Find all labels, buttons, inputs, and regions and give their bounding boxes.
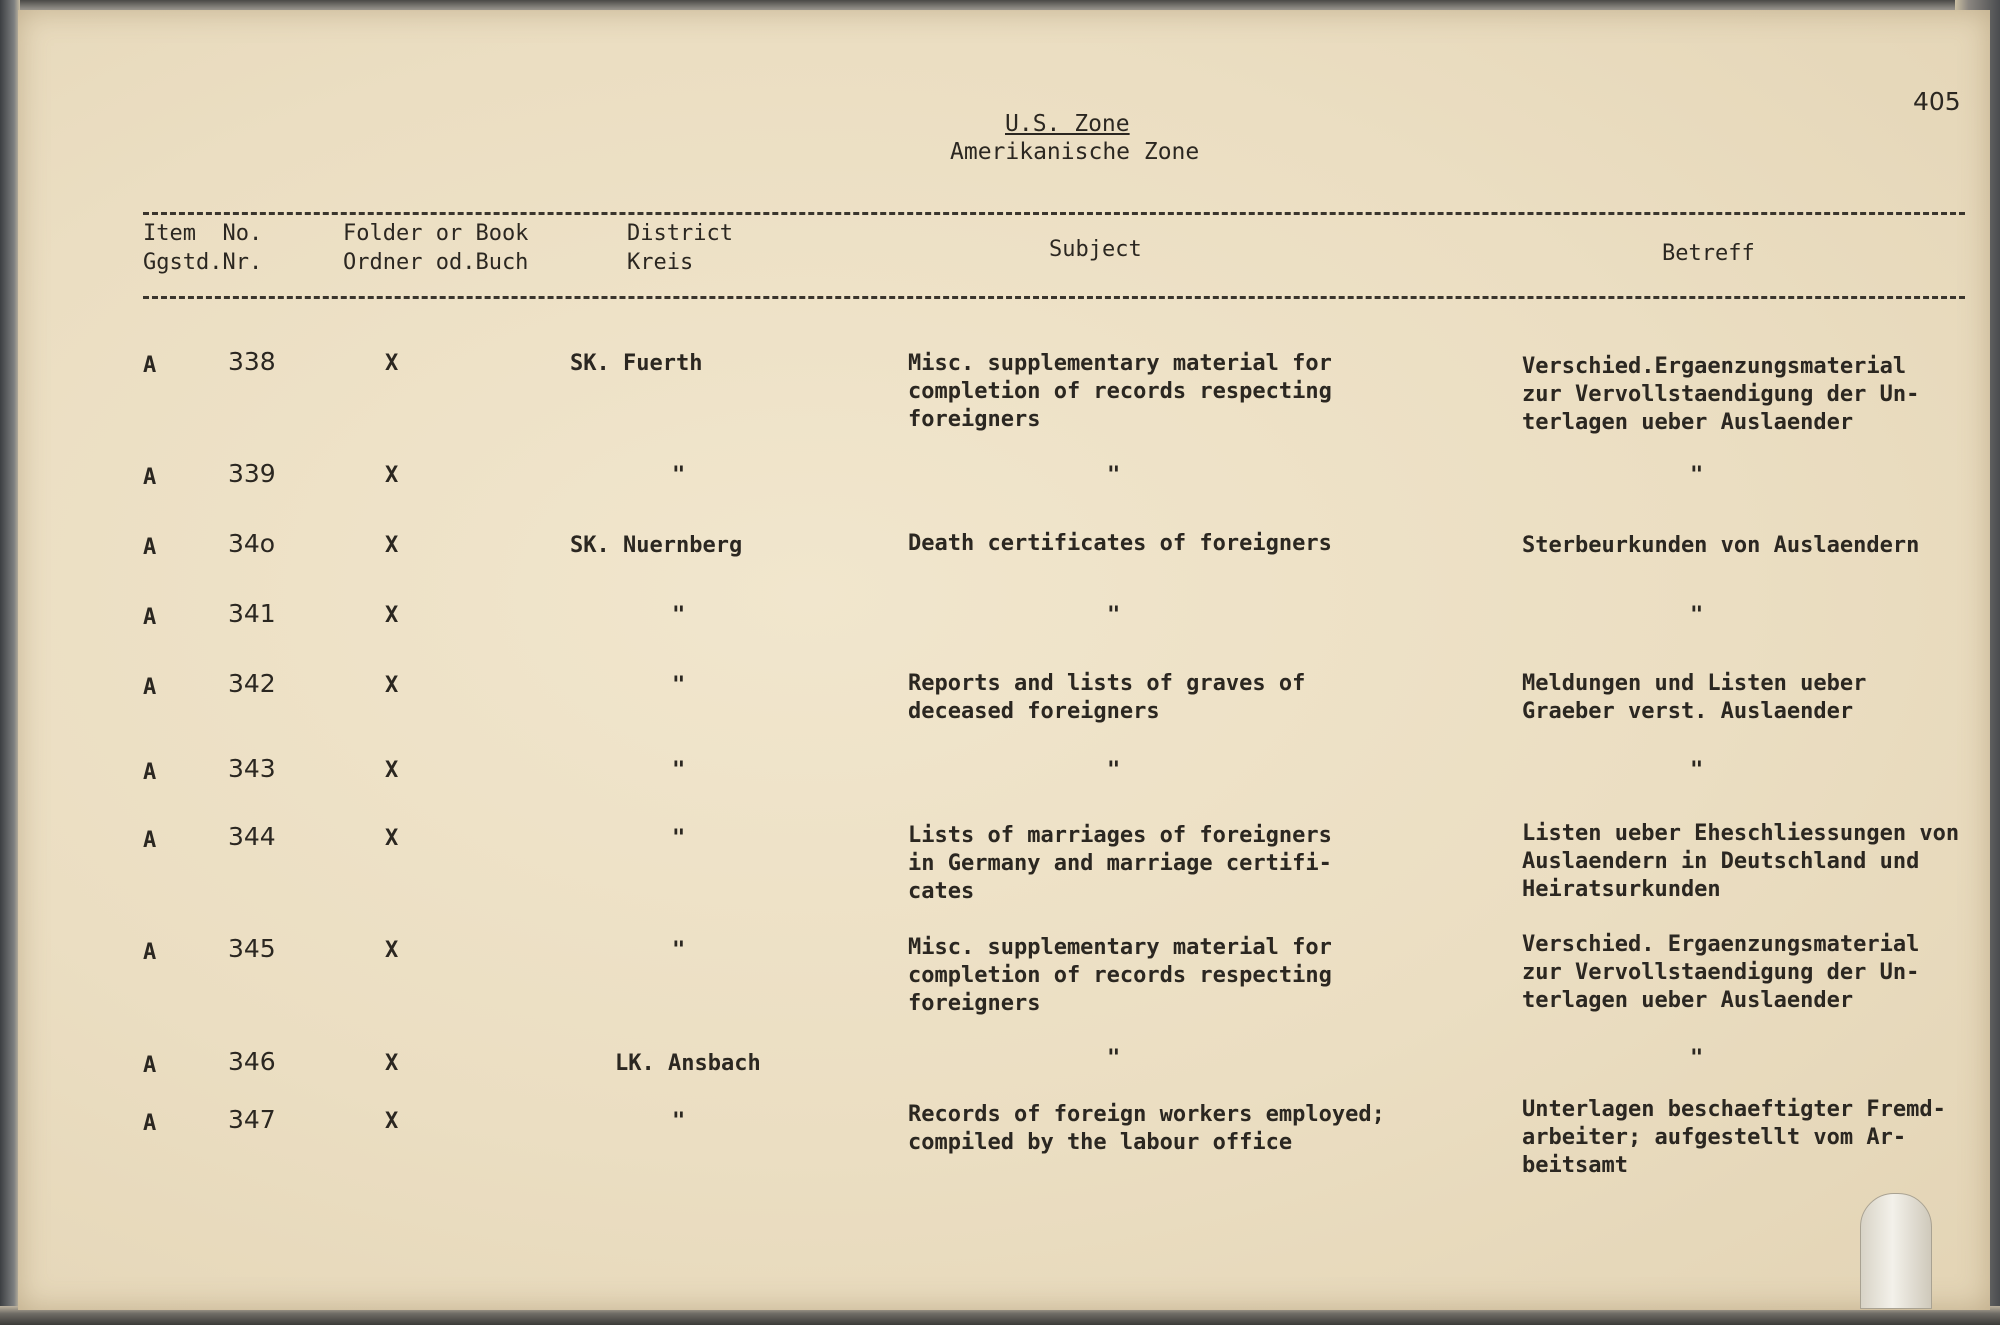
betreff-line: " bbox=[1690, 1046, 1704, 1071]
item-letter: A bbox=[143, 535, 157, 560]
header-rule-bottom bbox=[143, 296, 1965, 299]
item-letter: A bbox=[143, 940, 157, 965]
subject-line: foreigners bbox=[908, 991, 1041, 1016]
subject-line: Lists of marriages of foreigners bbox=[908, 823, 1332, 848]
district-cell: " bbox=[672, 758, 686, 783]
district-cell: LK. Ansbach bbox=[615, 1051, 761, 1076]
betreff-line: " bbox=[1690, 463, 1704, 488]
column-header-line: Folder or Book bbox=[343, 221, 529, 246]
folder-mark: X bbox=[385, 533, 399, 558]
district-cell: SK. Fuerth bbox=[570, 351, 703, 376]
betreff-line: zur Vervollstaendigung der Un- bbox=[1522, 960, 1920, 985]
item-letter: A bbox=[143, 465, 157, 490]
subject-line: " bbox=[1107, 603, 1121, 628]
folder-mark: X bbox=[385, 1051, 399, 1076]
column-header-line: Kreis bbox=[627, 250, 694, 275]
book-binding-left bbox=[0, 0, 20, 1325]
district-cell: " bbox=[672, 603, 686, 628]
item-letter: A bbox=[143, 675, 157, 700]
betreff-line: Meldungen und Listen ueber bbox=[1522, 671, 1867, 696]
betreff-line: terlagen ueber Auslaender bbox=[1522, 988, 1854, 1013]
item-number: 342 bbox=[228, 669, 276, 698]
item-number: 346 bbox=[228, 1047, 276, 1076]
subject-line: completion of records respecting bbox=[908, 963, 1332, 988]
subject-line: " bbox=[1107, 463, 1121, 488]
subject-line: Records of foreign workers employed; bbox=[908, 1102, 1385, 1127]
betreff-line: zur Vervollstaendigung der Un- bbox=[1522, 382, 1920, 407]
page-number: 405 bbox=[1913, 87, 1961, 116]
item-letter: A bbox=[143, 1111, 157, 1136]
item-letter: A bbox=[143, 1053, 157, 1078]
folder-mark: X bbox=[385, 351, 399, 376]
subject-line: Misc. supplementary material for bbox=[908, 935, 1332, 960]
subject-line: in Germany and marriage certifi- bbox=[908, 851, 1332, 876]
item-letter: A bbox=[143, 828, 157, 853]
subject-line: foreigners bbox=[908, 407, 1041, 432]
betreff-line: Graeber verst. Auslaender bbox=[1522, 699, 1854, 724]
district-cell: " bbox=[672, 1109, 686, 1134]
betreff-line: Verschied.Ergaenzungsmaterial bbox=[1522, 354, 1907, 379]
folder-mark: X bbox=[385, 673, 399, 698]
folder-mark: X bbox=[385, 603, 399, 628]
item-number: 343 bbox=[228, 754, 276, 783]
subject-line: Death certificates of foreigners bbox=[908, 531, 1332, 556]
betreff-line: Verschied. Ergaenzungsmaterial bbox=[1522, 932, 1920, 957]
item-number: 34o bbox=[228, 529, 276, 558]
folder-mark: X bbox=[385, 1109, 399, 1134]
betreff-line: Unterlagen beschaeftigter Fremd- bbox=[1522, 1097, 1946, 1122]
betreff-line: arbeiter; aufgestellt vom Ar- bbox=[1522, 1125, 1907, 1150]
betreff-line: Sterbeurkunden von Auslaendern bbox=[1522, 533, 1920, 558]
subject-line: completion of records respecting bbox=[908, 379, 1332, 404]
item-letter: A bbox=[143, 605, 157, 630]
folder-mark: X bbox=[385, 758, 399, 783]
folder-mark: X bbox=[385, 938, 399, 963]
district-cell: " bbox=[672, 673, 686, 698]
district-cell: " bbox=[672, 463, 686, 488]
column-header-line: District bbox=[627, 221, 733, 246]
subject-line: Reports and lists of graves of bbox=[908, 671, 1306, 696]
district-cell: SK. Nuernberg bbox=[570, 533, 743, 558]
betreff-line: Auslaendern in Deutschland und bbox=[1522, 849, 1920, 874]
item-number: 338 bbox=[228, 347, 276, 376]
district-cell: " bbox=[672, 826, 686, 851]
page-title: U.S. Zone bbox=[1005, 111, 1130, 137]
subject-line: compiled by the labour office bbox=[908, 1130, 1293, 1155]
item-letter: A bbox=[143, 760, 157, 785]
folder-mark: X bbox=[385, 826, 399, 851]
betreff-line: beitsamt bbox=[1522, 1153, 1628, 1178]
subject-line: " bbox=[1107, 758, 1121, 783]
column-header-betreff: Betreff bbox=[1662, 241, 1755, 266]
subject-line: deceased foreigners bbox=[908, 699, 1160, 724]
subject-line: cates bbox=[908, 879, 975, 904]
column-header-line: Ordner od.Buch bbox=[343, 250, 529, 275]
item-number: 345 bbox=[228, 934, 276, 963]
district-cell: " bbox=[672, 938, 686, 963]
betreff-line: " bbox=[1690, 603, 1704, 628]
subject-line: Misc. supplementary material for bbox=[908, 351, 1332, 376]
betreff-line: " bbox=[1690, 758, 1704, 783]
column-header-subject: Subject bbox=[1049, 237, 1142, 262]
header-rule-top bbox=[143, 212, 1965, 215]
column-header-line: Item No. bbox=[143, 221, 263, 246]
subject-line: " bbox=[1107, 1046, 1121, 1071]
betreff-line: Heiratsurkunden bbox=[1522, 877, 1721, 902]
betreff-line: Listen ueber Eheschliessungen von bbox=[1522, 821, 1960, 846]
betreff-line: terlagen ueber Auslaender bbox=[1522, 410, 1854, 435]
page-subtitle: Amerikanische Zone bbox=[950, 139, 1200, 165]
item-number: 339 bbox=[228, 459, 276, 488]
bookmark-tab bbox=[1860, 1193, 1932, 1309]
item-number: 341 bbox=[228, 599, 276, 628]
folder-mark: X bbox=[385, 463, 399, 488]
column-header-line: Ggstd.Nr. bbox=[143, 250, 263, 275]
item-number: 347 bbox=[228, 1105, 276, 1134]
item-letter: A bbox=[143, 353, 157, 378]
item-number: 344 bbox=[228, 822, 276, 851]
